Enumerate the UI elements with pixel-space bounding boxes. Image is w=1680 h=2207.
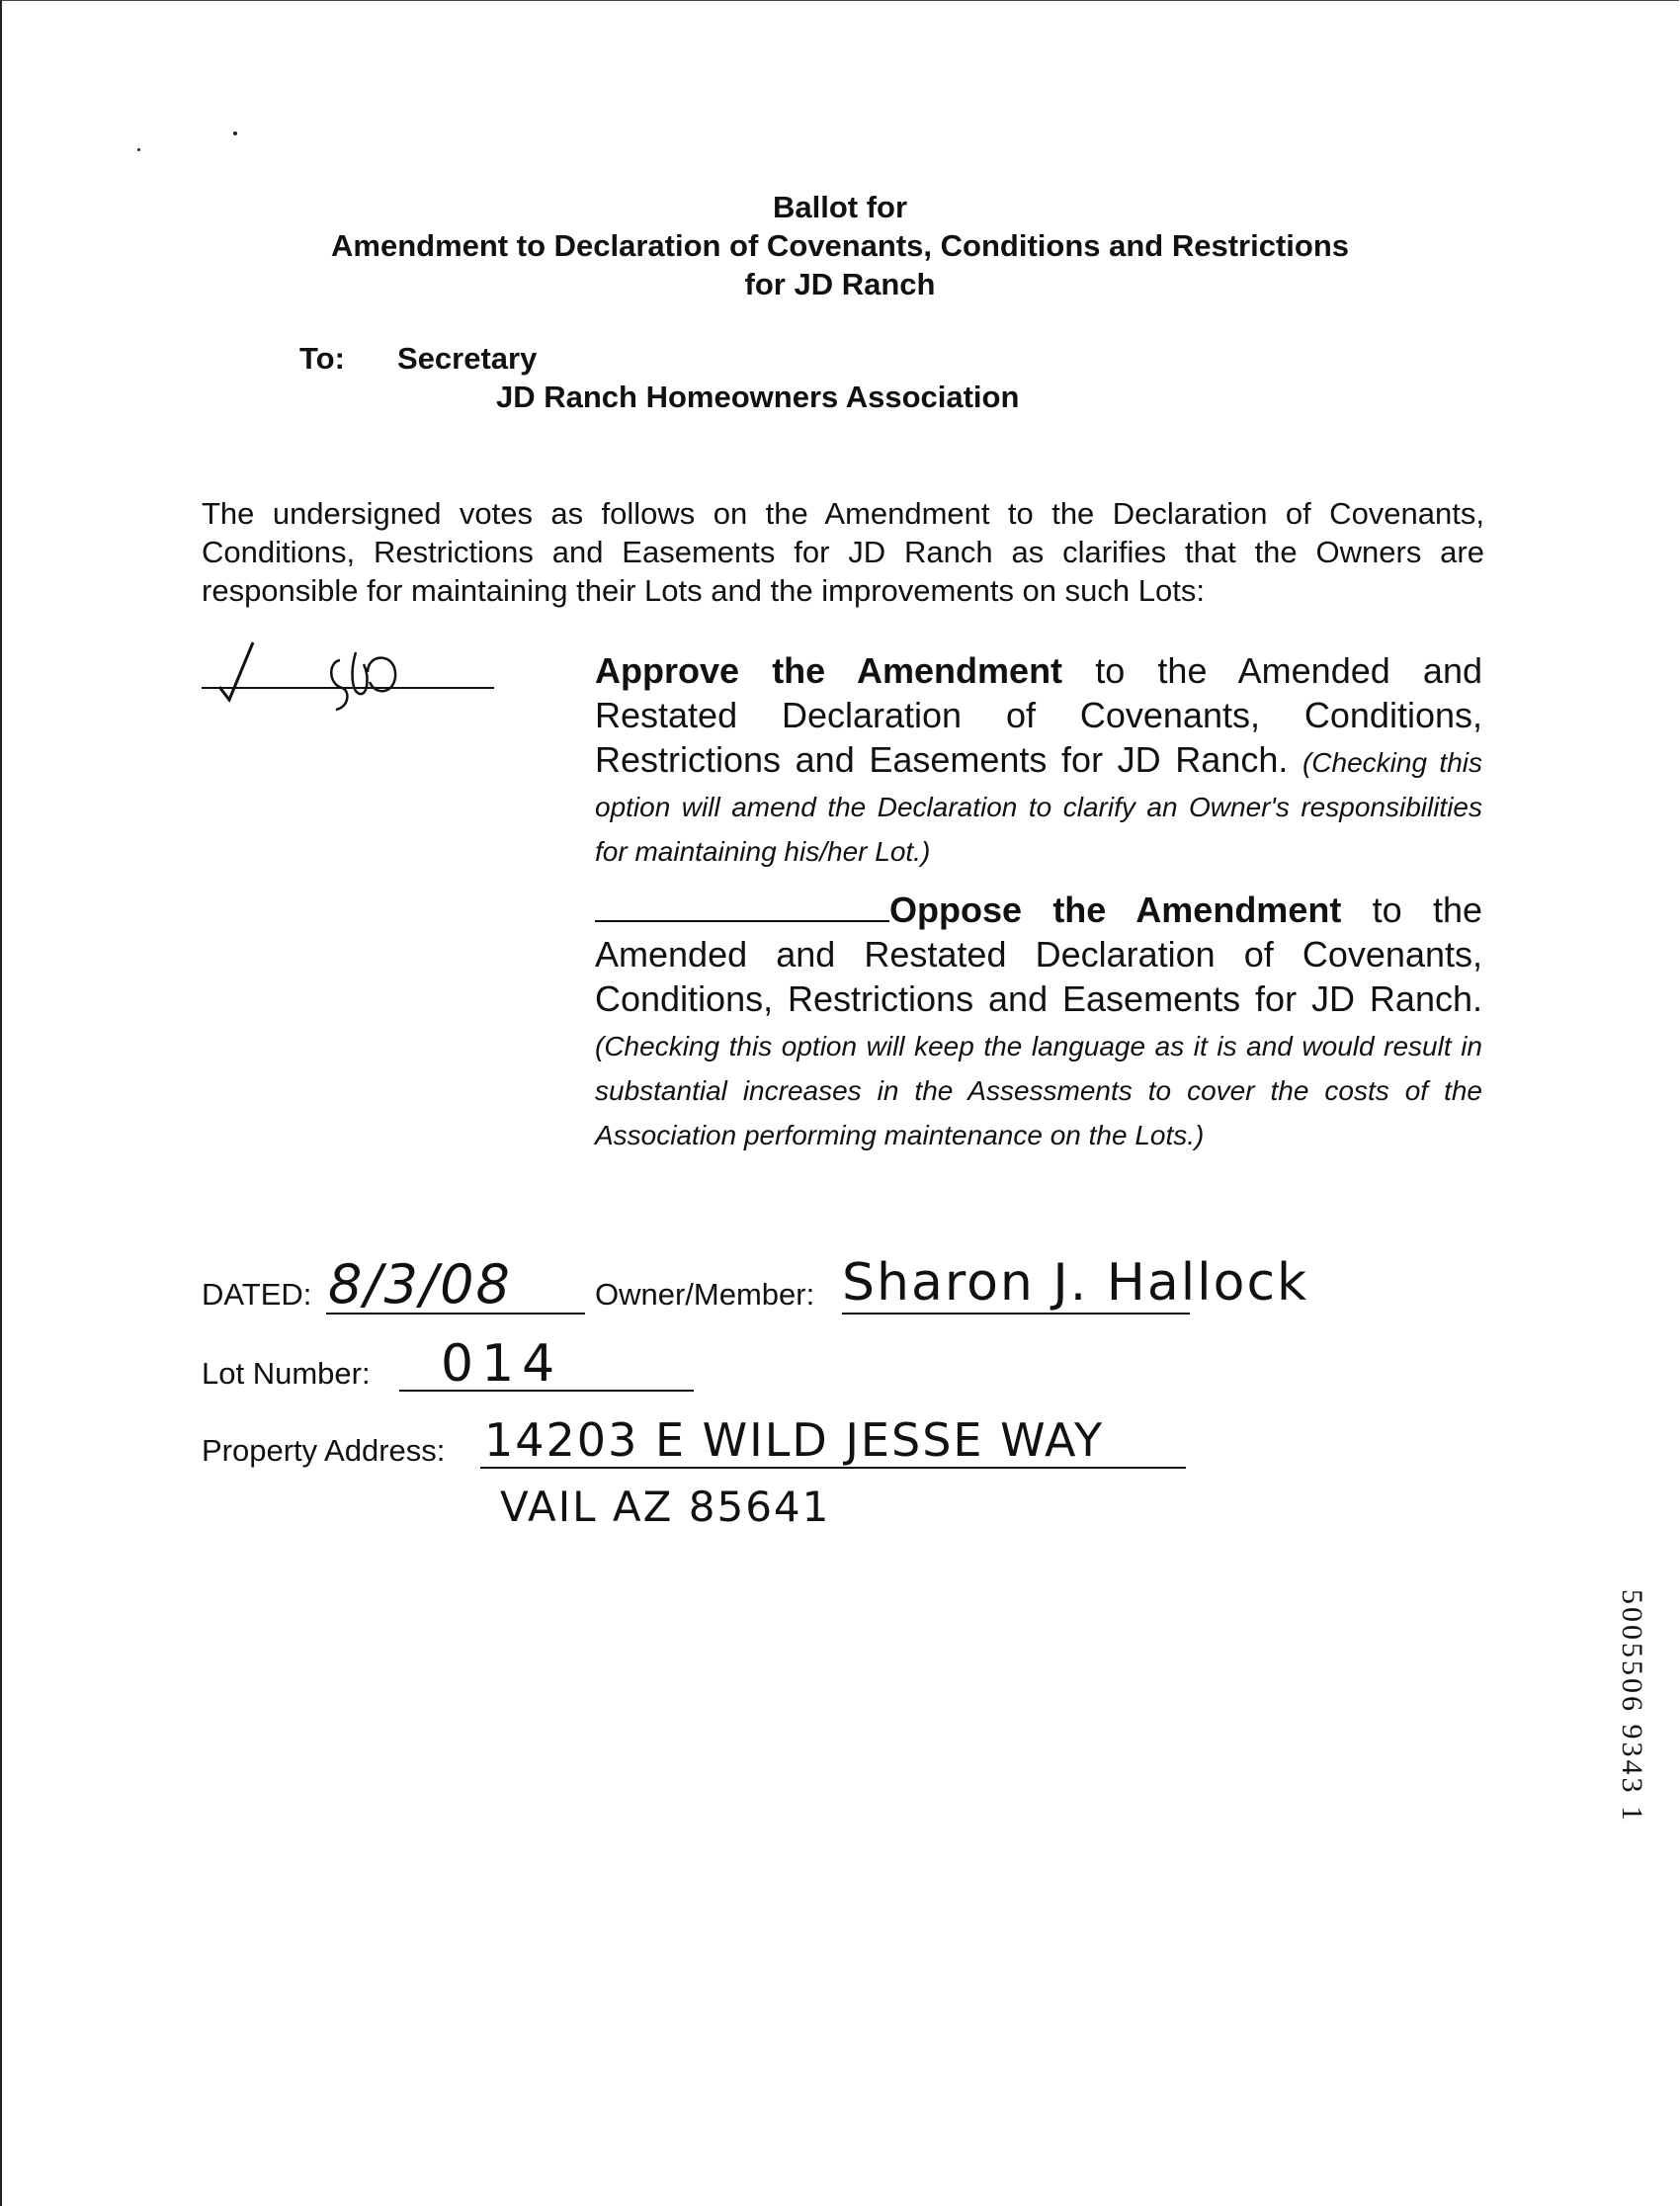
title-line-1: Ballot for bbox=[772, 190, 908, 224]
lot-number-value[interactable]: 014 bbox=[441, 1334, 563, 1394]
approve-option bbox=[595, 648, 1482, 871]
approve-heading: Approve the Amendment bbox=[595, 650, 1063, 691]
recipient-organization: JD Ranch Homeowners Association bbox=[496, 380, 1020, 414]
scan-speck bbox=[137, 148, 140, 151]
title-line-2: Amendment to Declaration of Covenants, Conditions and Restrictions bbox=[331, 228, 1349, 263]
approve-text: to the Amended and Restated Declaration of Covenants, Conditions, Restrictions and Easements for JD Ranch. bbox=[595, 650, 1483, 780]
title-line-3: for JD Ranch bbox=[744, 267, 936, 301]
property-address-line-1[interactable]: 14203 E WILD JESSE WAY bbox=[484, 1413, 1105, 1467]
dated-value[interactable]: 8/3/08 bbox=[328, 1253, 512, 1316]
oppose-note: (Checking this option will keep the language as it is and would result in substantial increases in the Assessments to cover the costs of the Association performing maintenance on the Lots.) bbox=[595, 1031, 1482, 1150]
approve-note: (Checking this option will amend the Declaration to clarify an Owner's responsibilities for maintaining his/her Lot.) bbox=[595, 747, 1483, 867]
ballot-title bbox=[0, 188, 1680, 303]
owner-label: Owner/Member: bbox=[595, 1277, 815, 1312]
scan-speck bbox=[233, 131, 237, 135]
property-address-line bbox=[480, 1467, 1186, 1469]
to-label: To: bbox=[299, 341, 345, 376]
recipient-name: Secretary bbox=[397, 341, 538, 376]
oppose-option bbox=[595, 888, 1482, 1154]
owner-line bbox=[842, 1313, 1190, 1315]
property-address-line-2[interactable]: VAIL AZ 85641 bbox=[500, 1483, 831, 1531]
oppose-text: to the Amended and Restated Declaration of Covenants, Conditions, Restrictions and Easements for JD Ranch. bbox=[595, 890, 1482, 1019]
approve-signature-line bbox=[202, 687, 494, 689]
dated-label: DATED: bbox=[202, 1277, 312, 1312]
intro-paragraph: The undersigned votes as follows on the Amendment to the Declaration of Covenants, Conditions, Restrictions and Easements for JD Ranch as clarifies that the Owners are responsible for maintaining their Lots and the improvements on such Lots: bbox=[202, 496, 1484, 608]
lot-number-label: Lot Number: bbox=[202, 1356, 371, 1391]
property-address-label: Property Address: bbox=[202, 1433, 446, 1468]
approve-checkmark-initials bbox=[202, 633, 498, 722]
oppose-heading: Oppose the Amendment bbox=[889, 890, 1342, 930]
owner-value[interactable]: Sharon J. Hallock bbox=[842, 1253, 1309, 1313]
oppose-checkbox-line[interactable] bbox=[595, 892, 889, 922]
side-document-number: 5005506 9343 1 bbox=[1616, 1589, 1648, 1824]
